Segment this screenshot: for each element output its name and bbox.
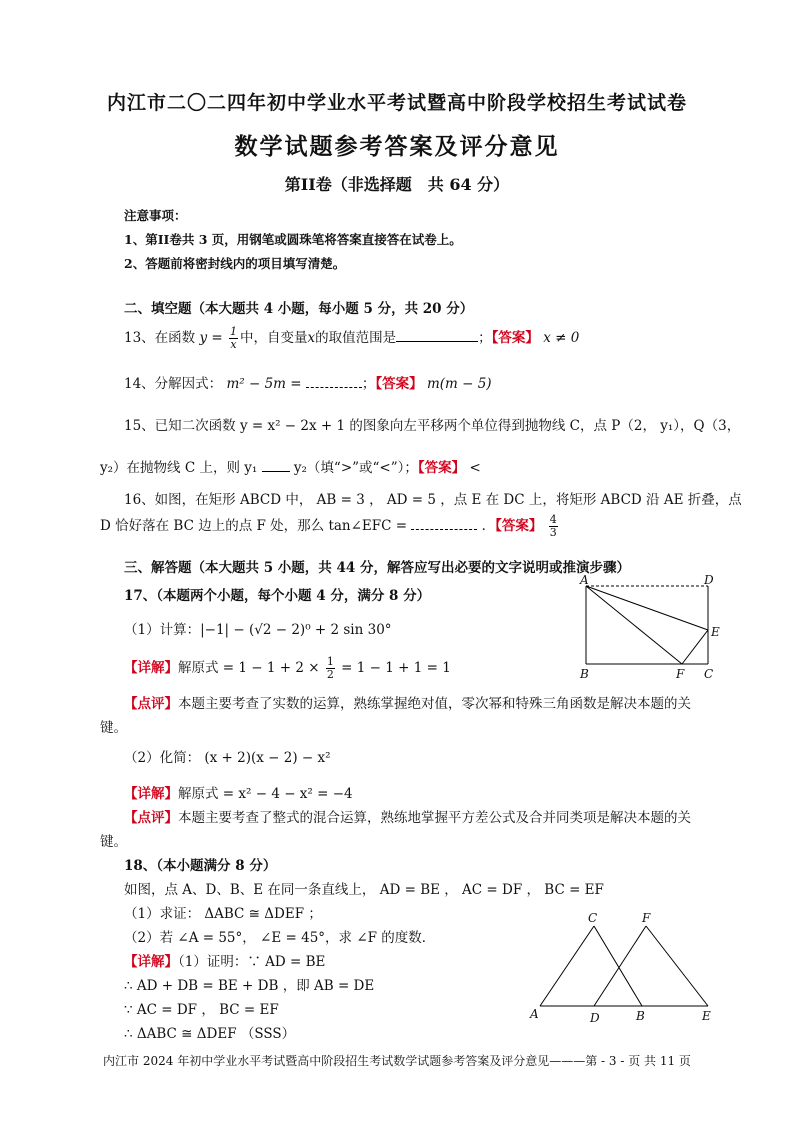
- q17-part-1: （1）计算：|−1| − (√2 − 2)⁰ + 2 sin 30°: [124, 622, 392, 638]
- tri-point-a-label: A: [530, 1007, 539, 1021]
- q13-prefix: 13、在函数: [124, 330, 196, 346]
- tri-point-f-label: F: [642, 911, 651, 925]
- q16-answer-fraction: $\frac{4}{3}$: [549, 513, 557, 539]
- q17-comment-1: 【点评】本题主要考查了实数的运算，熟练掌握绝对值，零次幂和特殊三角函数是解决本题的关: [124, 696, 691, 712]
- question-16-line-1: 16、如图，在矩形 ABCD 中， AB = 3 ， AD = 5 ，点 E 在 DC 上，将矩形 ABCD 沿 AE 折叠，点: [124, 492, 742, 508]
- q13-middle: 中，自变量: [240, 330, 308, 346]
- q16-tail: ．: [481, 518, 496, 534]
- q17-solution-label-2: 【详解】: [124, 786, 178, 802]
- q17-part-2: （2）化简： (x + 2)(x − 2) − x²: [124, 750, 331, 766]
- q15-blank: [262, 459, 290, 472]
- q14-expr: m² − 5m =: [226, 376, 302, 392]
- page-footer: 内江市 2024 年初中学业水平考试暨高中阶段招生考试数学试题参考答案及评分意见———第 - 3 - 页 共 11 页: [103, 1054, 691, 1068]
- q18-solution-3: ∵ AC = DF ， BC = EF: [124, 1002, 279, 1018]
- question-13: 13、在函数 y = $\frac{1}{x}$ 中，自变量x的取值范围是 ；【答案】 x ≠ 0: [124, 325, 580, 351]
- tri-point-b-label: B: [636, 1009, 645, 1023]
- q17-sol-a: 解原式 = 1 − 1 + 2 ×: [178, 660, 320, 676]
- q13-fraction: $\frac{1}{x}$: [230, 325, 238, 351]
- q14-tail: ；: [361, 376, 376, 392]
- q15-answer-label: 【答案】: [417, 460, 466, 476]
- point-b-label: B: [580, 667, 589, 681]
- q14-blank: [306, 375, 362, 388]
- q18-solution-2: ∴ AD + DB = BE + DB ，即 AB = DE: [124, 978, 375, 994]
- q16-line2: D 恰好落在 BC 边上的点 F 处，那么 tan∠EFC =: [100, 518, 408, 534]
- q14-answer-label: 【答案】: [375, 376, 423, 392]
- q17-comment-2: 【点评】本题主要考查了整式的混合运算，熟练地掌握平方差公式及合并同类项是解决本题的关: [124, 810, 691, 826]
- q18-solution-1: 【详解】（1）证明：∵ AD = BE: [124, 954, 326, 970]
- q18-stem: 如图，点 A、D、B、E 在同一条直线上， AD = BE ， AC = DF ， BC = EF: [124, 882, 604, 898]
- q17-sol-fraction: $\frac{1}{2}$: [326, 655, 334, 681]
- q13-var: x: [307, 330, 316, 346]
- point-a-label: A: [580, 573, 589, 587]
- point-e-label: E: [711, 625, 720, 639]
- q17-comment-2-cont: 键。: [100, 834, 127, 850]
- q16-blank: [411, 517, 477, 530]
- notes-item-2: 2、答题前将密封线内的项目填写清楚。: [124, 256, 346, 271]
- q14-answer: m(m − 5): [426, 376, 492, 392]
- section-solutions-heading: 三、解答题（本大题共 5 小题，共 44 分，解答应写出必要的文字说明或推演步骤）: [124, 560, 630, 576]
- q13-func-lhs: y =: [199, 330, 223, 346]
- q18-solution-label: 【详解】: [124, 954, 178, 970]
- question-18-heading: 18、（本小题满分 8 分）: [124, 858, 277, 874]
- q14-prefix: 14、分解因式：: [124, 376, 223, 392]
- q13-answer: x ≠ 0: [543, 330, 580, 346]
- section-fill-in-heading: 二、填空题（本大题共 4 小题，每小题 5 分，共 20 分）: [124, 301, 474, 317]
- tri-point-e-label: E: [702, 1009, 711, 1023]
- question-14: [124, 372, 492, 392]
- tri-point-d-label: D: [590, 1011, 600, 1025]
- notes-item-1: 1、第II卷共 3 页，用钢笔或圆珠笔将答案直接答在试卷上。: [124, 232, 462, 247]
- q18-solution-4: ∴ ΔABC ≅ ΔDEF （SSS）: [124, 1026, 296, 1042]
- point-d-label: D: [704, 573, 714, 587]
- q17-comment-1-cont: 键。: [100, 720, 127, 736]
- question-15-line-2: [100, 456, 481, 476]
- q13-blank: [396, 329, 478, 342]
- q15-answer: <: [469, 460, 481, 476]
- q18-part-1: （1）求证： ΔABC ≅ ΔDEF ；: [124, 906, 322, 922]
- question-16-line-2: [100, 514, 560, 539]
- q13-answer-label: 【答案】: [491, 330, 539, 346]
- point-c-label: C: [704, 667, 714, 681]
- q17-sol-b: = 1 − 1 + 1 = 1: [341, 660, 451, 676]
- q17-part-2-solution: 【详解】解原式 = x² − 4 − x² = −4: [124, 786, 353, 802]
- notes-heading: 注意事项：: [124, 208, 187, 223]
- tri-point-c-label: C: [588, 911, 598, 925]
- q15-line2a: y₂）在抛物线 C 上，则 y₁: [100, 460, 258, 476]
- q17-comment-label-2: 【点评】: [124, 810, 178, 826]
- answer-key-title: 数学试题参考答案及评分意见: [234, 133, 560, 160]
- q17-comment-label: 【点评】: [124, 696, 178, 712]
- q16-answer-label: 【答案】: [495, 518, 543, 534]
- q15-line2b: y₂（填“>”或“<”）；: [293, 460, 418, 476]
- q13-suffix: 的取值范围是: [315, 330, 397, 346]
- rectangle-fold-figure: [574, 570, 724, 682]
- point-f-label: F: [676, 667, 685, 681]
- q17-part-1-solution: [124, 656, 451, 681]
- exam-title: 内江市二〇二四年初中学业水平考试暨高中阶段学校招生考试试卷: [106, 92, 687, 114]
- q18-part-2: （2）若 ∠A = 55°， ∠E = 45°，求 ∠F 的度数．: [124, 930, 436, 946]
- triangles-figure: [526, 906, 722, 1028]
- paper-part-title: 第II卷（非选择题 共 64 分）: [284, 175, 510, 194]
- q17-solution-label: 【详解】: [124, 660, 178, 676]
- question-15-line-1: 15、已知二次函数 y = x² − 2x + 1 的图象向左平移两个单位得到抛物线 C，点 P（2， y₁），Q（3，: [124, 418, 741, 434]
- question-17-heading: 17、（本题两个小题，每个小题 4 分，满分 8 分）: [124, 588, 431, 604]
